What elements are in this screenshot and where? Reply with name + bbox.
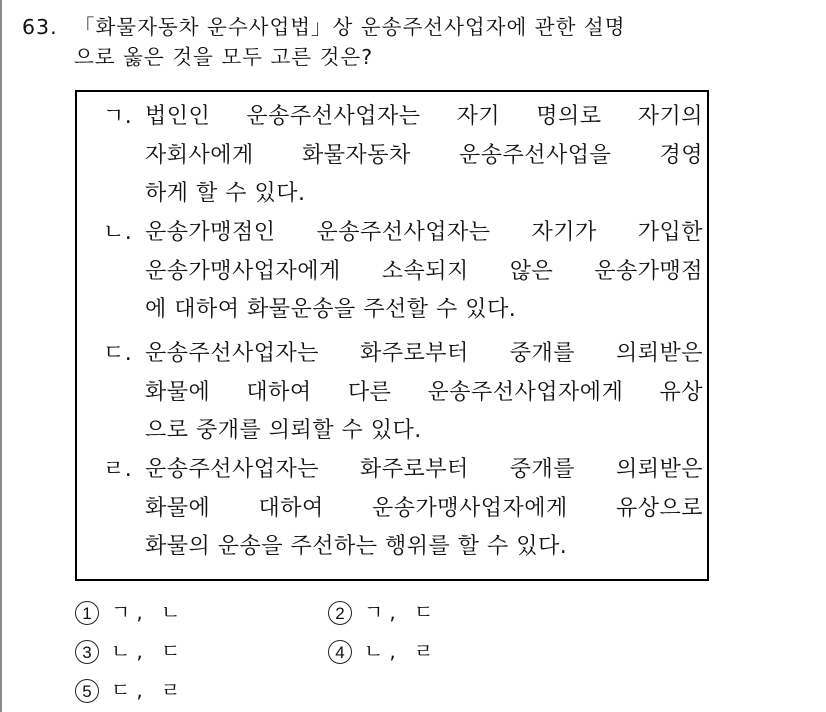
statement-line: 운송주선사업자는 화주로부터 중개를 의뢰받은 [145,457,703,482]
choice-1[interactable] [75,592,186,632]
statement-rieul [103,451,703,567]
statement-marker: ㄱ. [103,104,133,129]
statement-marker: ㄴ. [103,220,133,245]
choice-text: ㄷ, ㄹ [111,678,187,702]
choice-2[interactable] [328,592,439,632]
question-line-1 [22,12,782,42]
choice-3[interactable] [75,631,186,671]
statement-line: 에 대하여 화물운송을 주선할 수 있다. [145,297,517,322]
statement-line: 운송가맹사업자에게 소속되지 않은 운송가맹점 [145,258,703,284]
choice-5[interactable] [75,670,186,710]
statements-box [75,90,709,581]
statement-giyeok [103,98,703,214]
statement-line: 법인인 운송주선사업자는 자기 명의로 자기의 [145,104,703,129]
circled-number-2-icon: 2 [328,601,352,625]
statement-line: 자회사에게 화물자동차 운송주선사업을 경영 [145,142,703,168]
question-text-line-2: 으로 옳은 것을 모두 고른 것은? [74,45,374,69]
statement-line: 하게 할 수 있다. [145,181,306,206]
choice-text: ㄱ, ㄷ [364,600,440,624]
circled-number-4-icon: 4 [328,640,352,664]
circled-number-5-icon: 5 [75,679,99,703]
statement-marker: ㄷ. [103,341,133,366]
question-text-line-1: 「화물자동차 운수사업법」상 운송주선사업자에 관한 설명 [74,15,626,39]
circled-number-3-icon: 3 [75,640,99,664]
statement-marker: ㄹ. [103,457,133,482]
statement-line: 화물에 대하여 운송가맹사업자에게 유상으로 [145,495,703,521]
circled-number-1-icon: 1 [75,601,99,625]
choice-text: ㄱ, ㄴ [111,600,187,624]
choice-text: ㄴ, ㄹ [364,639,440,663]
question-number: 63. [22,15,58,39]
statement-line: 으로 중개를 의뢰할 수 있다. [145,418,422,443]
statement-digeut [103,335,703,451]
statement-line: 화물에 대하여 다른 운송주선사업자에게 유상 [145,379,703,405]
statement-line: 운송주선사업자는 화주로부터 중개를 의뢰받은 [145,341,703,366]
statement-nieun [103,214,703,330]
statement-line: 운송가맹점인 운송주선사업자는 자기가 가입한 [145,220,703,245]
statement-line: 화물의 운송을 주선하는 행위를 할 수 있다. [145,534,568,559]
choice-4[interactable] [328,631,439,671]
page-left-border [0,0,2,712]
choice-text: ㄴ, ㄷ [111,639,187,663]
question-stem [22,12,782,72]
